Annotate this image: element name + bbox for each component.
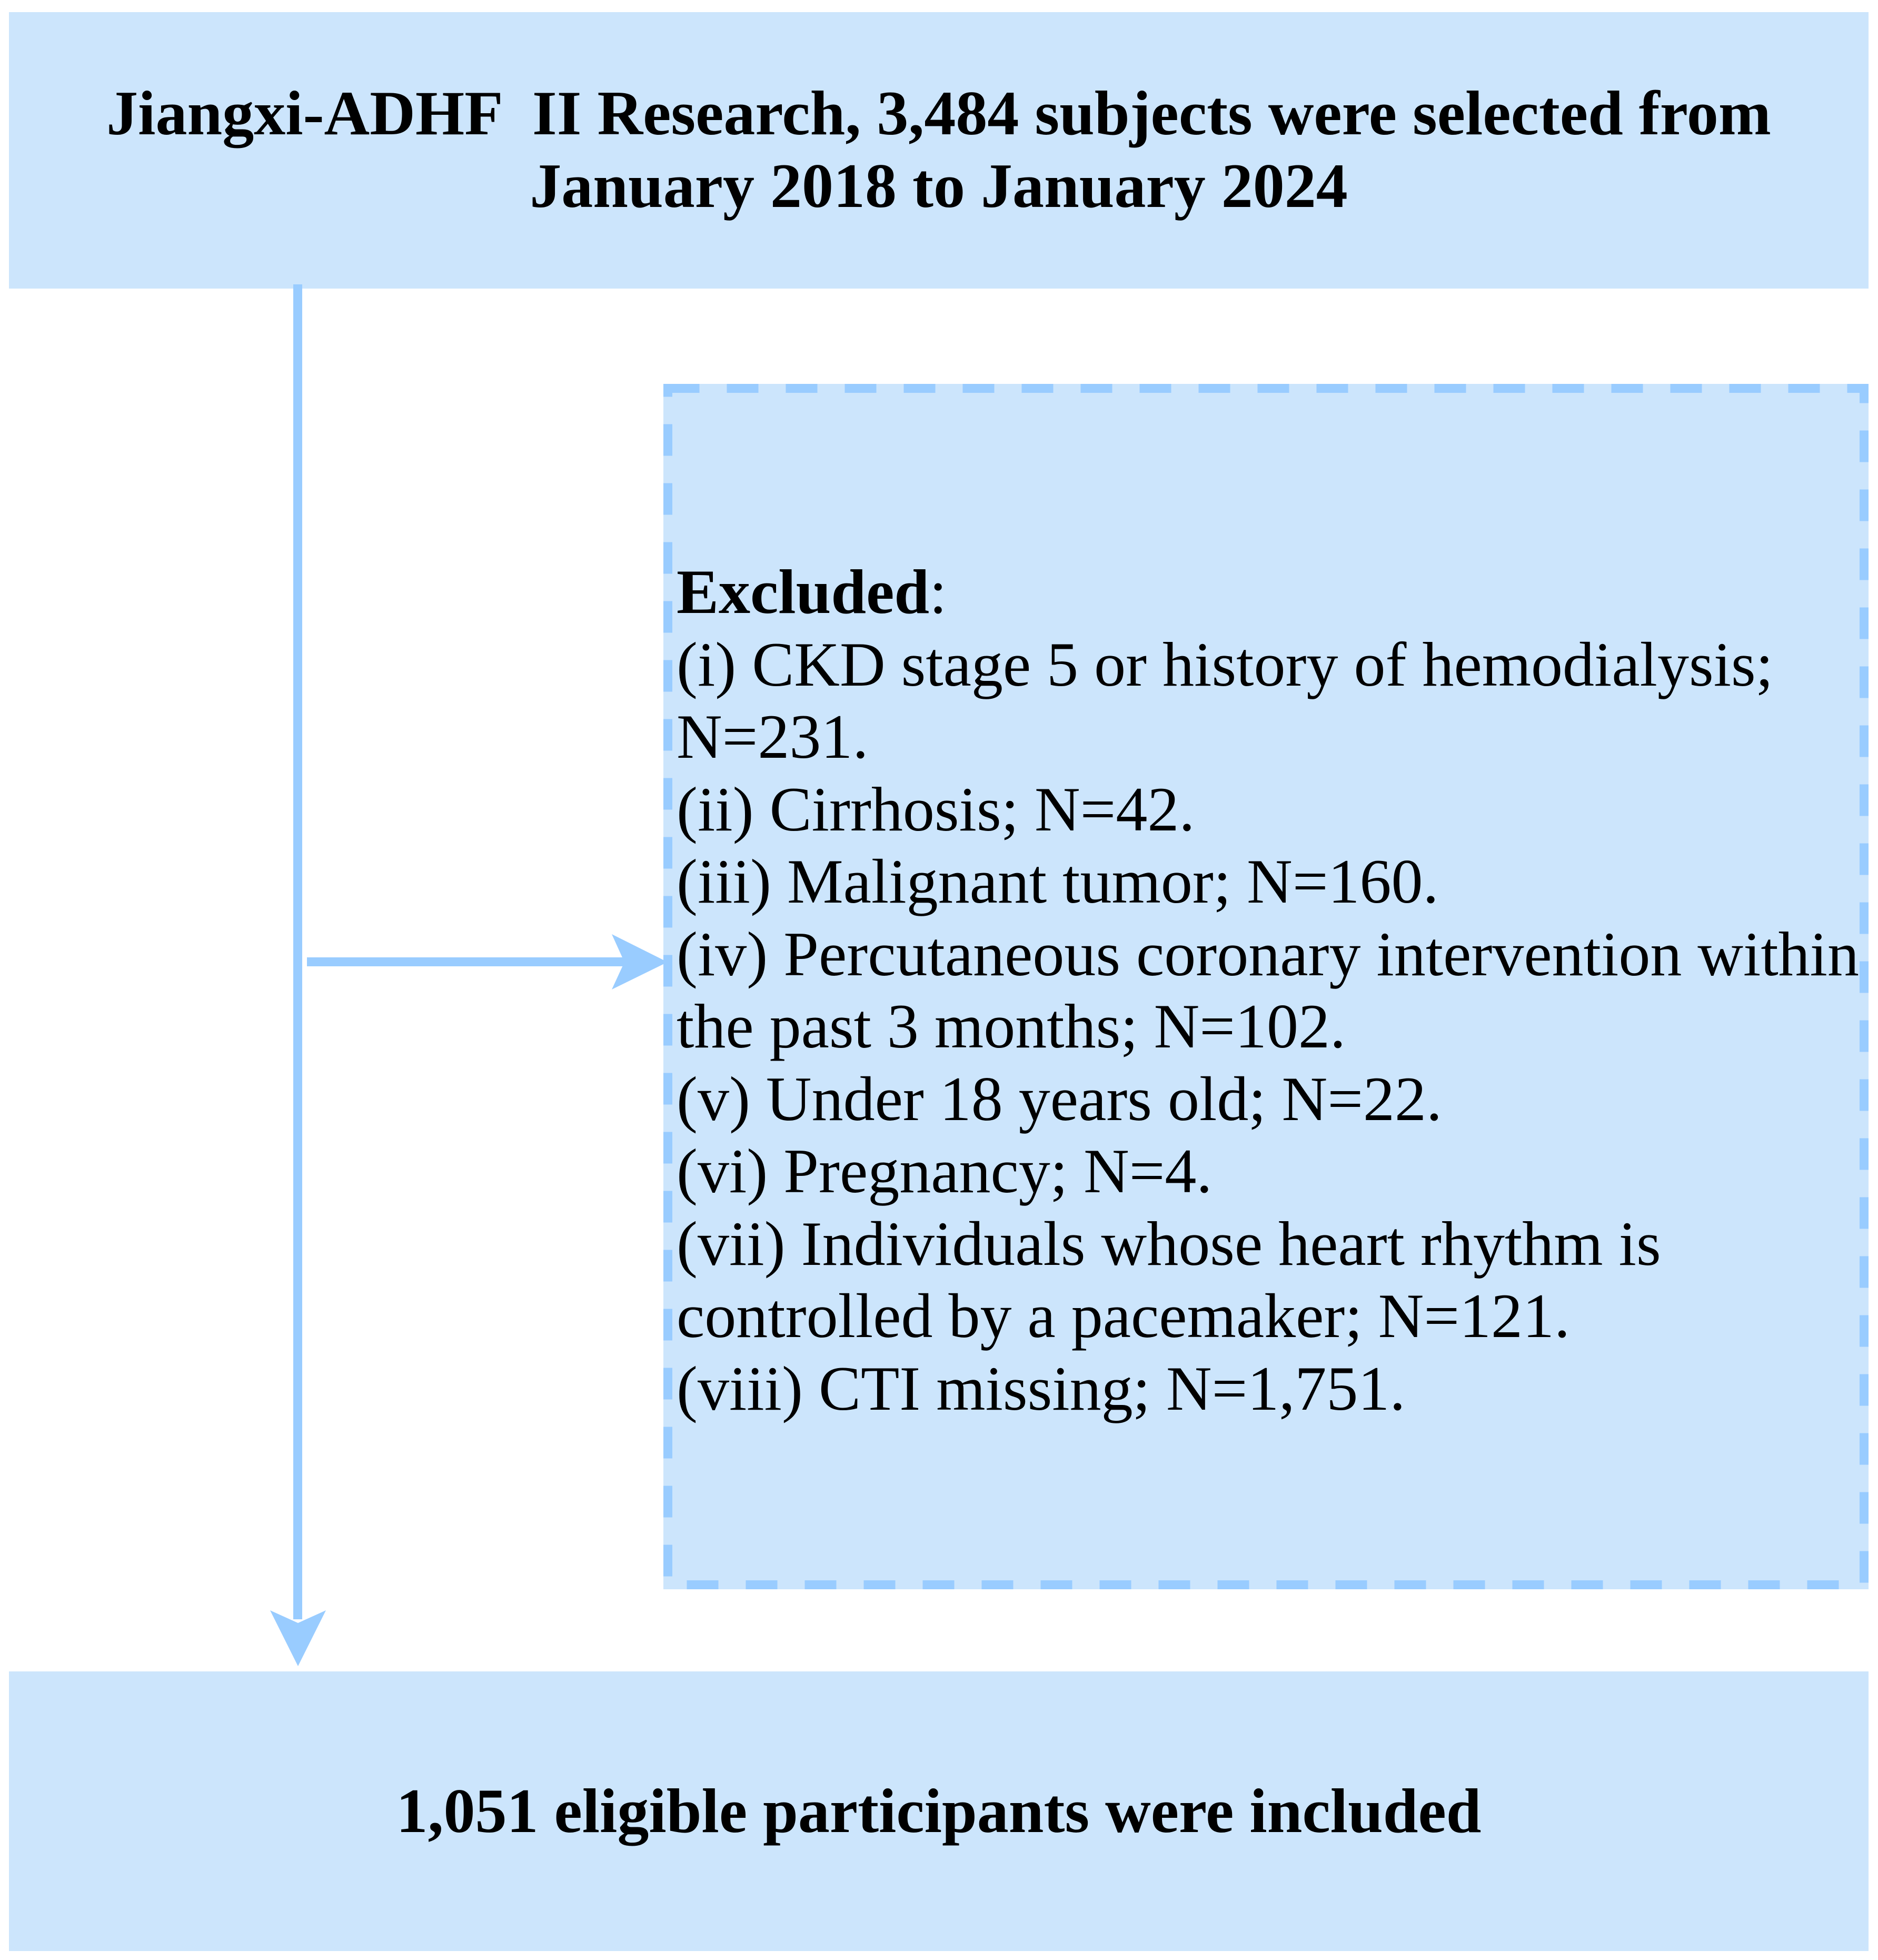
exclusion-heading xyxy=(677,556,1859,628)
exclusion-line: the past 3 months; N=102. xyxy=(677,991,1346,1061)
included-participants-text: 1,051 eligible participants were included xyxy=(396,1776,1482,1846)
exclusion-line: (vi) Pregnancy; N=4. xyxy=(677,1136,1213,1206)
arrow-down-icon xyxy=(270,284,326,1666)
exclusion-heading-label: Excluded xyxy=(677,557,930,627)
exclusion-line: (i) CKD stage 5 or history of hemodialysis; xyxy=(677,629,1774,699)
exclusion-heading-colon: : xyxy=(929,557,947,627)
exclusion-line: controlled by a pacemaker; N=121. xyxy=(677,1281,1571,1351)
exclusion-branch-line xyxy=(307,957,625,966)
exclusion-line: (v) Under 18 years old; N=22. xyxy=(677,1063,1443,1134)
arrow-right-icon xyxy=(307,934,668,989)
exclusion-line: (iv) Percutaneous coronary intervention within xyxy=(677,918,1860,989)
study-population-line-2: January 2018 to January 2024 xyxy=(530,150,1348,221)
exclusion-line: N=231. xyxy=(677,701,869,771)
main-flow-line xyxy=(293,284,302,1619)
exclusion-line: (vii) Individuals whose heart rhythm is xyxy=(677,1208,1661,1279)
exclusion-criteria xyxy=(677,556,1859,1424)
exclusion-line: (viii) CTI missing; N=1,751. xyxy=(677,1353,1406,1423)
exclusion-line: (iii) Malignant tumor; N=160. xyxy=(677,846,1439,916)
exclusion-line: (ii) Cirrhosis; N=42. xyxy=(677,774,1195,844)
study-population-line-1: Jiangxi-ADHF II Research, 3,484 subjects were selected from xyxy=(106,78,1771,148)
